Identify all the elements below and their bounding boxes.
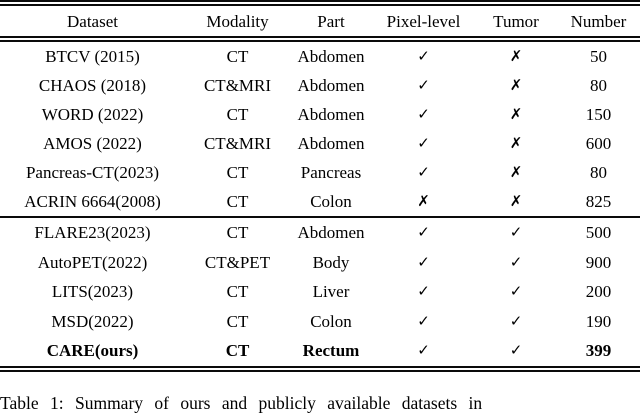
cell-modality: CT&MRI (203, 76, 272, 95)
cell-part: Abdomen (297, 47, 365, 66)
tumor-mark-icon: ✗ (509, 163, 523, 181)
cell-modality: CT&PET (204, 252, 271, 272)
cell-part: Abdomen (297, 76, 365, 95)
tumor-mark-icon: ✗ (509, 47, 523, 65)
tumor-mark-icon: ✓ (509, 282, 523, 301)
cell-modality: CT (226, 223, 249, 243)
cell-number: 600 (585, 134, 612, 153)
cell-part: Body (312, 252, 350, 272)
cell-dataset: WORD (2022) (41, 105, 144, 124)
column-header-tumor: Tumor (493, 11, 539, 31)
tumor-mark-icon: ✗ (509, 76, 523, 94)
cell-dataset: ACRIN 6664(2008) (24, 192, 161, 211)
cell-part: Abdomen (297, 134, 365, 153)
cell-number: 150 (585, 105, 612, 124)
cell-dataset: LITS(2023) (51, 282, 134, 302)
cell-part: Liver (312, 282, 350, 302)
tumor-mark-icon: ✓ (509, 252, 523, 271)
column-header-pixel-level: Pixel-level (386, 11, 461, 31)
pixel-level-mark-icon: ✓ (417, 76, 430, 94)
table-row (0, 277, 640, 307)
table-row (0, 187, 640, 216)
cell-modality: CT (226, 163, 249, 182)
cell-number: 399 (585, 341, 612, 361)
column-header-modality: Modality (206, 11, 269, 31)
pixel-level-mark-icon: ✓ (417, 163, 430, 181)
pixel-level-mark-icon: ✓ (417, 47, 430, 65)
cell-modality: CT&MRI (203, 134, 272, 153)
pixel-level-mark-icon: ✓ (417, 105, 430, 123)
cell-part: Abdomen (297, 223, 365, 243)
cell-dataset: FLARE23(2023) (34, 223, 151, 243)
tumor-mark-icon: ✗ (509, 105, 523, 123)
cell-number: 900 (585, 252, 612, 272)
cell-dataset: CHAOS (2018) (38, 76, 147, 95)
cell-number: 200 (585, 282, 612, 302)
tumor-mark-icon: ✗ (509, 192, 523, 210)
cell-modality: CT (226, 311, 249, 331)
cell-dataset: AMOS (2022) (43, 134, 142, 153)
table-group-tumor-datasets (0, 218, 640, 366)
table-row (0, 71, 640, 100)
cell-modality: CT (226, 47, 249, 66)
cell-number: 500 (585, 223, 612, 243)
cell-modality: CT (226, 282, 249, 302)
column-header-part: Part (317, 11, 345, 31)
column-header-dataset: Dataset (67, 11, 118, 31)
table-row (0, 42, 640, 71)
table-row (0, 158, 640, 187)
table-caption: Table 1: Summary of ours and publicly available datasets in (0, 393, 483, 413)
table-row (0, 129, 640, 158)
cell-number: 80 (590, 76, 607, 95)
table-row-ours (0, 336, 640, 366)
table-row (0, 218, 640, 248)
cell-dataset: CARE(ours) (46, 341, 139, 361)
cell-part: Pancreas (300, 163, 362, 182)
cell-number: 825 (585, 192, 612, 211)
column-header-number: Number (570, 11, 627, 31)
pixel-level-mark-icon: ✓ (417, 311, 430, 330)
cell-modality: CT (225, 341, 250, 361)
cell-dataset: AutoPET(2022) (37, 252, 148, 272)
cell-modality: CT (226, 105, 249, 124)
pixel-level-mark-icon: ✗ (417, 192, 430, 210)
cell-part: Abdomen (297, 105, 365, 124)
pixel-level-mark-icon: ✓ (417, 341, 430, 360)
cell-part: Colon (310, 311, 352, 331)
table-header-row (0, 6, 640, 36)
cell-part: Colon (310, 192, 352, 211)
cell-number: 80 (590, 163, 607, 182)
table-group-public-no-tumor (0, 42, 640, 216)
tumor-mark-icon: ✓ (509, 341, 523, 360)
tumor-mark-icon: ✓ (509, 223, 523, 242)
table-row (0, 248, 640, 278)
table-row (0, 100, 640, 129)
table-row (0, 307, 640, 337)
tumor-mark-icon: ✓ (509, 311, 523, 330)
cell-modality: CT (226, 192, 249, 211)
pixel-level-mark-icon: ✓ (417, 252, 430, 271)
cell-dataset: Pancreas-CT(2023) (25, 163, 160, 182)
cell-part: Rectum (302, 341, 360, 361)
bottom-double-rule (0, 366, 640, 372)
cell-dataset: BTCV (2015) (45, 47, 140, 66)
tumor-mark-icon: ✗ (509, 134, 523, 152)
pixel-level-mark-icon: ✓ (417, 134, 430, 152)
cell-dataset: MSD(2022) (51, 311, 134, 331)
cell-number: 50 (590, 47, 607, 66)
cell-number: 190 (585, 311, 612, 331)
pixel-level-mark-icon: ✓ (417, 282, 430, 301)
pixel-level-mark-icon: ✓ (417, 223, 430, 242)
